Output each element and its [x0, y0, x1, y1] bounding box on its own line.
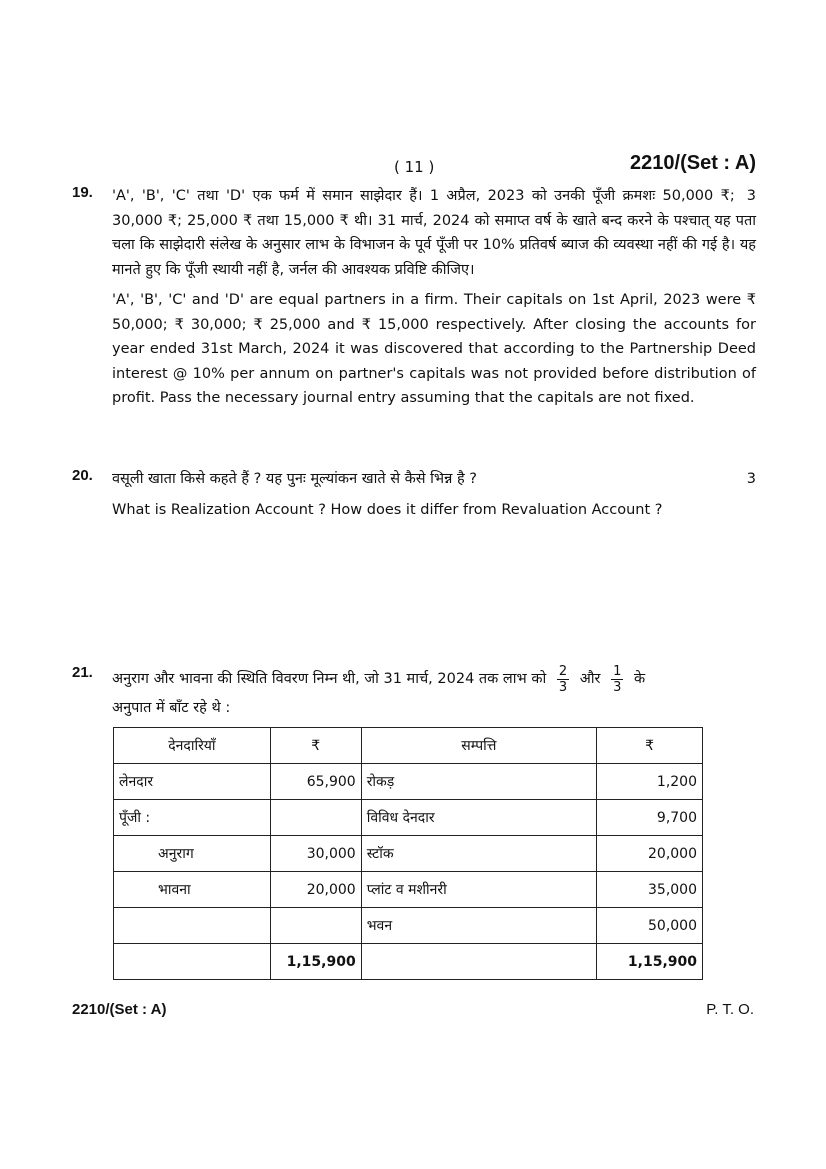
table-cell: 35,000	[597, 872, 703, 908]
table-cell	[270, 800, 361, 836]
table-cell: 30,000	[270, 836, 361, 872]
table-cell: 9,700	[597, 800, 703, 836]
table-cell: पूँजी :	[114, 800, 271, 836]
marks: 3	[746, 471, 756, 487]
table-cell: 50,000	[597, 908, 703, 944]
marks: 3	[746, 188, 756, 204]
table-row	[114, 872, 703, 908]
column-header: ₹	[270, 728, 361, 764]
table-cell: प्लांट व मशीनरी	[361, 872, 596, 908]
table-cell	[114, 908, 271, 944]
table-header-row	[114, 728, 703, 764]
column-header: ₹	[597, 728, 703, 764]
table-cell: रोकड़	[361, 764, 596, 800]
table-cell: भवन	[361, 908, 596, 944]
fraction-two-thirds: $\frac{2}{3}$	[558, 663, 568, 695]
total-liabilities: 1,15,900	[270, 944, 361, 980]
table-cell: विविध देनदार	[361, 800, 596, 836]
set-code: 2210/(Set : A)	[630, 152, 756, 174]
question-hindi-text: अनुराग और भावना की स्थिति विवरण निम्न थी, जो 31 मार्च, 2024 तक लाभ को $\frac{2}{3}$ और $\frac{1}{3}$ के अनुपात में बाँट रहे थे :	[112, 663, 646, 716]
question-number: 19.	[72, 184, 93, 201]
table-row	[114, 908, 703, 944]
question-number: 21.	[72, 664, 93, 681]
question-21	[72, 662, 756, 720]
table-cell: स्टॉक	[361, 836, 596, 872]
table-cell: 20,000	[597, 836, 703, 872]
table-total-row	[114, 944, 703, 980]
column-header: सम्पत्ति	[361, 728, 596, 764]
question-english-text: What is Realization Account ? How does it differ from Revaluation Account ?	[112, 501, 663, 518]
fraction-one-third: $\frac{1}{3}$	[613, 663, 622, 695]
table-cell: भावना	[114, 872, 271, 908]
table-cell: अनुराग	[114, 836, 271, 872]
question-number: 20.	[72, 467, 93, 484]
question-english-text: 'A', 'B', 'C' and 'D' are equal partners in a firm. Their capitals on 1st April, 2023 were ₹ 50,000; ₹ 30,000; ₹ 25,000 and ₹ 15,000 respectively. After closing the accounts for year ended 31st March, 2024 it was discovered that according to the Partnership Deed interest @ 10% per annum on partner's capitals was not provided before distribution of profit. Pass the necessary journal entry assuming that the capitals are not fixed.	[112, 292, 756, 406]
table-cell	[114, 944, 271, 980]
question-hindi-text: 3 'A', 'B', 'C' तथा 'D' एक फर्म में समान साझेदार हैं। 1 अप्रैल, 2023 को उनकी पूँजी क्रमशः 50,000 ₹; 30,000 ₹; 25,000 ₹ तथा 15,000 ₹ थी। 31 मार्च, 2024 को समाप्त वर्ष के खाते बन्द करने के पश्चात् यह पता चला कि साझेदारी संलेख के अनुसार लाभ के विभाजन के पूर्व पूँजी पर 10% प्रतिवर्ष ब्याज की व्यवस्था नहीं की गई है। यह मानते हुए कि पूँजी स्थायी नहीं है, जर्नल की आवश्यक प्रविष्टि कीजिए।	[112, 184, 756, 282]
table-row	[114, 800, 703, 836]
footer-pto: P. T. O.	[706, 1001, 754, 1018]
table-cell	[361, 944, 596, 980]
table-cell: 1,200	[597, 764, 703, 800]
table-row	[114, 764, 703, 800]
column-header: देनदारियाँ	[114, 728, 271, 764]
table-cell: 65,900	[270, 764, 361, 800]
question-hindi-text: 3 वसूली खाता किसे कहते हैं ? यह पुनः मूल्यांकन खाते से कैसे भिन्न है ?	[112, 467, 756, 492]
table-cell	[270, 908, 361, 944]
balance-sheet-table	[113, 727, 703, 980]
page-header	[72, 152, 756, 182]
page-number: ( 11 )	[394, 158, 435, 176]
question-20	[72, 467, 756, 528]
table-row	[114, 836, 703, 872]
table-cell: लेनदार	[114, 764, 271, 800]
table-cell: 20,000	[270, 872, 361, 908]
question-19	[72, 184, 756, 417]
footer-set-code: 2210/(Set : A)	[72, 1001, 167, 1018]
total-assets: 1,15,900	[597, 944, 703, 980]
